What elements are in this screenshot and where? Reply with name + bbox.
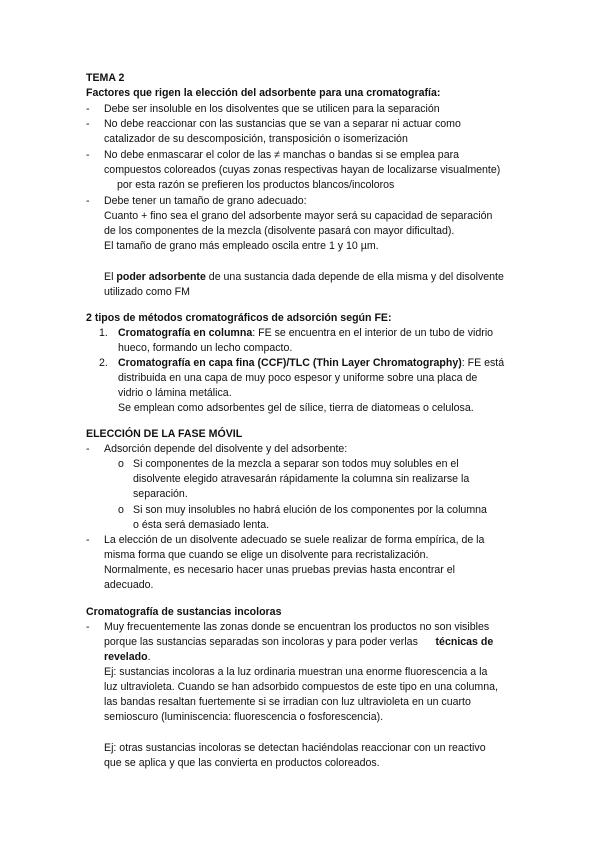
bold-term: poder adsorbente: [116, 271, 206, 283]
text-span: El: [104, 271, 117, 283]
ejemplo-1-line: semioscuro (luminiscencia: fluorescencia o fosforescencia).: [104, 711, 384, 723]
heading-factores: Factores que rigen la elección del adsorbente para una cromatografía:: [86, 87, 441, 99]
eleccion-item-2-line: Normalmente, es necesario hacer unas pruebas previas hasta encontrar el: [104, 564, 455, 576]
eleccion-sub-1-line: disolvente elegido atravesarán rápidamente la columna sin realizarse la: [133, 473, 470, 485]
tipo-2-line: [118, 356, 504, 371]
ejemplo-2-line: Ej: otras sustancias incoloras se detectan haciéndolas reaccionar con un reactivo: [104, 742, 486, 754]
eleccion-sub-1-line: Si componentes de la mezcla a separar son todos muy solubles en el: [133, 458, 459, 470]
ejemplo-2-line: que se aplica y que las convierta en productos coloreados.: [104, 757, 380, 769]
factor-4-line: de los componentes de la mezcla (disolvente pasará con mayor dificultad).: [104, 225, 455, 237]
dash-bullet: -: [86, 103, 90, 115]
ejemplo-1-line: las bandas resaltan fuertemente si se irradian con luz ultravioleta en un cuarto: [104, 696, 471, 708]
heading-incoloras: Cromatografía de sustancias incoloras: [86, 606, 282, 618]
eleccion-sub-2-line: Si son muy insolubles no habrá elución de los componentes por la columna: [133, 504, 487, 516]
text-span: : FE está: [461, 357, 505, 369]
eleccion-item-1: Adsorción depende del disolvente y del adsorbente:: [104, 443, 348, 455]
eleccion-sub-2-line: o ésta será demasiado lenta.: [133, 519, 270, 531]
incoloras-line: [104, 635, 493, 650]
factor-4-line: Cuanto + fino sea el grano del adsorbente mayor será su capacidad de separación: [104, 210, 493, 222]
text-span: : FE se encuentra en el interior de un tubo de vidrio: [252, 327, 494, 339]
tipo-2-line: vidrio o lámina metálica.: [118, 387, 232, 399]
factor-2-line: catalizador de su descomposición, transposición o isomerización: [104, 133, 408, 145]
text-span: de una sustancia dada depende de ella misma y del disolvente: [205, 271, 504, 283]
factor-1-line: Debe ser insoluble en los disolventes que se utilicen para la separación: [104, 103, 440, 115]
list-number: 2.: [99, 357, 108, 369]
text-span: porque las sustancias separadas son incoloras y para poder verlas: [104, 636, 436, 648]
tipo-2-line: distribuida en una capa de muy poco espesor y uniforme sobre una placa de: [118, 372, 478, 384]
incoloras-line: Muy frecuentemente las zonas donde se encuentran los productos no son visibles: [104, 621, 490, 633]
circle-bullet: o: [118, 458, 124, 470]
factor-4-line: El tamaño de grano más empleado oscila entre 1 y 10 µm.: [104, 240, 379, 252]
heading-tipos: 2 tipos de métodos cromatográficos de adsorción según FE:: [86, 312, 392, 324]
factor-2-line: No debe reaccionar con las sustancias que se van a separar ni actuar como: [104, 118, 461, 130]
incoloras-line: [104, 650, 151, 665]
eleccion-item-2-line: misma forma que cuando se elige un disolvente para recristalización.: [104, 549, 429, 561]
factor-4-line: Debe tener un tamaño de grano adecuado:: [104, 195, 307, 207]
poder-adsorbente-line: utilizado como FM: [104, 286, 190, 298]
dash-bullet: -: [86, 195, 90, 207]
poder-adsorbente-paragraph: [104, 270, 504, 285]
heading-eleccion: ELECCIÓN DE LA FASE MÓVIL: [86, 428, 243, 440]
tipo-1-line: hueco, formando un lecho compacto.: [118, 342, 293, 354]
list-number: 1.: [99, 327, 108, 339]
tipo-1-line: [118, 326, 493, 341]
dash-bullet: -: [86, 149, 90, 161]
section-tema: TEMA 2: [86, 72, 125, 84]
bold-term: revelado: [104, 651, 148, 663]
factor-3-line: por esta razón se prefieren los productos blancos/incoloros: [117, 179, 395, 191]
dash-bullet: -: [86, 118, 90, 130]
eleccion-sub-1-line: separación.: [133, 488, 188, 500]
factor-3-line: No debe enmascarar el color de las ≠ manchas o bandas si se emplea para: [104, 149, 460, 161]
tipo-2-line: Se emplean como adsorbentes gel de sílice, tierra de diatomeas o celulosa.: [118, 402, 474, 414]
dash-bullet: -: [86, 621, 90, 633]
text-span: .: [147, 651, 151, 663]
dash-bullet: -: [86, 534, 90, 546]
eleccion-item-2-line: La elección de un disolvente adecuado se suele realizar de forma empírica, de la: [104, 534, 485, 546]
bold-term: Cromatografía en columna: [118, 327, 253, 339]
factor-3-line: compuestos coloreados (cuyas zonas respectivas hayan de localizarse visualmente): [104, 164, 501, 176]
bold-term: Cromatografía en capa fina (CCF)/TLC (Thin Layer Chromatography): [118, 357, 462, 369]
dash-bullet: -: [86, 443, 90, 455]
bold-term: técnicas de: [435, 636, 494, 648]
circle-bullet: o: [118, 504, 124, 516]
ejemplo-1-line: Ej: sustancias incoloras a la luz ordinaria muestran una enorme fluorescencia a la: [104, 666, 488, 678]
eleccion-item-2-line: adecuado.: [104, 579, 154, 591]
ejemplo-1-line: luz ultravioleta. Cuando se han adsorbido compuestos de este tipo en una columna,: [104, 681, 498, 693]
